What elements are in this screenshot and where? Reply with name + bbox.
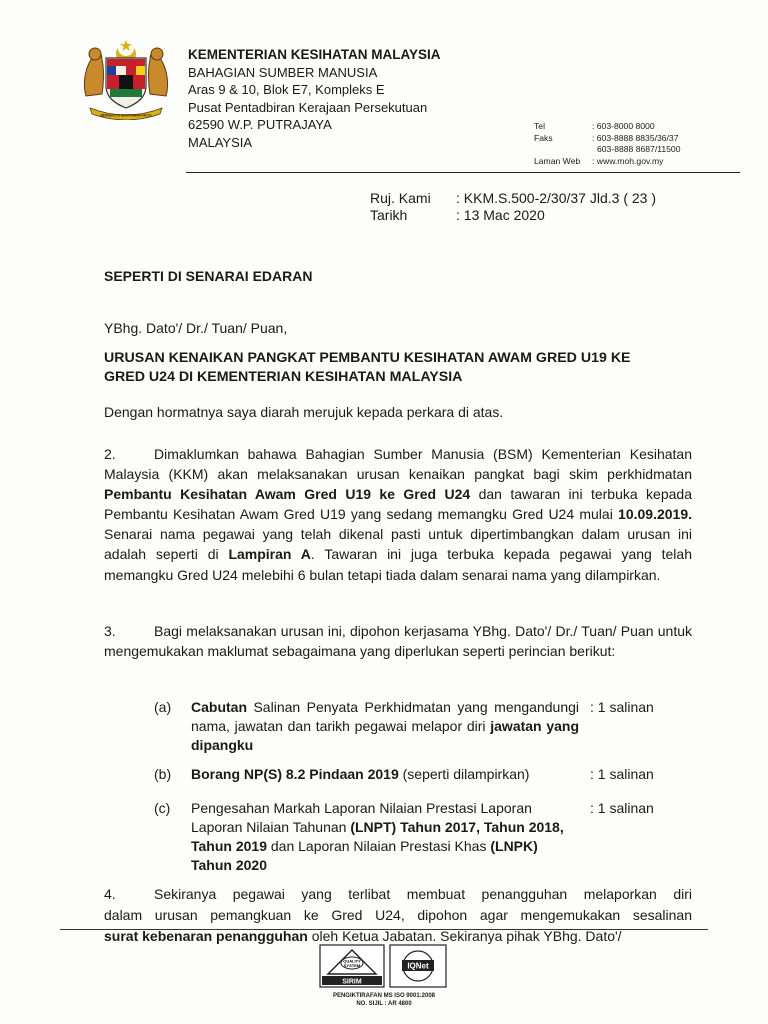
- paragraph-2: [104, 444, 692, 585]
- paragraph-number: 4.: [104, 886, 116, 902]
- reference-block: [370, 190, 656, 224]
- sirim-quality-system-logo: [320, 945, 384, 987]
- reference-label: Ruj. Kami: [370, 190, 431, 206]
- certification-logos: [318, 944, 450, 988]
- contact-label: [534, 144, 592, 156]
- opening-line: Dengan hormatnya saya diarah merujuk kepada perkara di atas.: [104, 404, 504, 420]
- letter-date: : 13 Mac 2020: [456, 207, 545, 223]
- paragraph-line: dalam urusan pemangkuan ke Gred U24, dipohon agar mengemukakan sesalinan: [104, 907, 692, 923]
- item-text-part: Salinan Penyata Perkhidmatan yang mengandungi nama, jawatan dan tarikh pegawai melapor diri: [191, 699, 579, 734]
- reference-number: : KKM.S.500-2/30/37 Jld.3 ( 23 ): [456, 190, 656, 206]
- certification-text: [300, 992, 468, 1008]
- item-text-part: dan Laporan Nilaian Prestasi Khas: [267, 838, 491, 854]
- item-text: [191, 698, 579, 755]
- item-copies: : 1 salinan: [590, 766, 654, 782]
- item-text-part: (seperti dilampirkan): [398, 766, 530, 782]
- cert-line: PENGIKTIRAFAN MS ISO 9001:2008: [332, 993, 436, 999]
- list-item-c: [0, 799, 768, 879]
- paragraph-text: oleh Ketua Jabatan. Sekiranya pihak YBhg. Dato'/: [307, 928, 622, 944]
- letterhead-address: [188, 46, 441, 152]
- date-label: Tarikh: [370, 207, 408, 223]
- contact-row-tel: [534, 121, 709, 133]
- item-text: [191, 799, 581, 875]
- address-line: 62590 W.P. PUTRAJAYA: [188, 117, 332, 133]
- paragraph-bold-text: surat kebenaran penangguhan: [104, 928, 308, 944]
- paragraph-line: [104, 884, 692, 905]
- ministry-name: KEMENTERIAN KESIHATAN MALAYSIA: [188, 47, 441, 62]
- address-line: MALAYSIA: [188, 134, 253, 150]
- paragraph-number: 2.: [104, 446, 116, 462]
- item-bold-text: Cabutan: [191, 699, 247, 715]
- item-bold-text: Borang NP(S) 8.2 Pindaan 2019: [191, 766, 399, 782]
- paragraph-text: Sekiranya pegawai yang terlibat membuat penangguhan melaporkan diri: [154, 886, 692, 902]
- list-item-b: [0, 765, 768, 785]
- contact-label: Laman Web: [534, 155, 581, 166]
- paragraph-3: [104, 621, 692, 661]
- contact-row-fax: [534, 133, 709, 145]
- iqnet-logo: [390, 945, 446, 987]
- logo-text: QUALITY: [343, 958, 361, 964]
- contact-label: Faks: [534, 132, 553, 143]
- item-copies: : 1 salinan: [590, 800, 654, 816]
- paragraph-text: Senarai nama pegawai yang telah dikenal pasti untuk dipertimbangkan dalam urusan ini adalah seperti di: [104, 526, 692, 563]
- item-label: (b): [154, 766, 172, 782]
- footer-divider: [60, 929, 708, 930]
- paragraph-text: dan tawaran ini terbuka kepada Pembantu Kesihatan Awam Gred U19 yang sedang memangku Gred U24 mulai: [104, 486, 692, 523]
- list-item-a: [0, 698, 768, 758]
- logo-text: SIRIM: [342, 978, 362, 986]
- contact-label: Tel: [534, 121, 545, 131]
- contact-value: 603-8888 8687/11500: [597, 144, 681, 155]
- item-label: (c): [154, 800, 171, 816]
- paragraph-text: . Tawaran ini juga terbuka kepada pegawai yang telah memangku Gred U24 melebihi 6 bulan tetapi tiada dalam senarai nama yang dilampirkan.: [104, 546, 692, 583]
- salutation: YBhg. Dato'/ Dr./ Tuan/ Puan,: [104, 320, 288, 336]
- item-bold-text: (LNPK) Tahun 2020: [191, 838, 538, 873]
- paragraph-text: Bagi melaksanakan urusan ini, dipohon kerjasama YBhg. Dato'/ Dr./ Tuan/ Puan untuk mengemukakan maklumat sebagaimana yang diperlukan seperti perincian berikut:: [104, 623, 692, 660]
- contact-details: [534, 121, 709, 167]
- malaysia-coat-of-arms-logo: [80, 38, 172, 120]
- item-copies: : 1 salinan: [590, 699, 654, 715]
- contact-value: : www.moh.gov.my: [592, 155, 664, 166]
- subject-line: URUSAN KENAIKAN PANGKAT PEMBANTU KESIHATAN AWAM GRED U19 KE: [104, 350, 631, 366]
- item-bold-text: (LNPT) Tahun 2017, Tahun 2018, Tahun 2019: [191, 819, 564, 854]
- paragraph-4: [104, 884, 692, 947]
- recipient-line: SEPERTI DI SENARAI EDARAN: [104, 268, 313, 284]
- crest-motto: BERSEKUTU BERTAMBAH MUTU: [100, 113, 152, 118]
- cert-number: NO. SIJIL : AR 4800: [356, 1001, 412, 1007]
- logo-text: IQNet: [407, 961, 429, 971]
- contact-row-fax-2: [534, 144, 709, 156]
- contact-row-web: [534, 156, 709, 168]
- address-line: Pusat Pentadbiran Kerajaan Persekutuan: [188, 99, 428, 115]
- header-divider: [186, 172, 740, 173]
- paragraph-bold-text: Pembantu Kesihatan Awam Gred U19 ke Gred U24: [104, 486, 471, 503]
- item-text-part: Pengesahan Markah Laporan Nilaian Prestasi Laporan Laporan Nilaian Tahunan: [191, 800, 532, 835]
- reference-row: [370, 190, 656, 207]
- item-bold-text: jawatan yang dipangku: [191, 718, 580, 753]
- paragraph-bold-text: 10.09.2019.: [618, 506, 692, 523]
- address-line: Aras 9 & 10, Blok E7, Kompleks E: [188, 82, 385, 98]
- contact-value: : 603-8000 8000: [592, 121, 655, 131]
- paragraph-bold-text: Lampiran A: [228, 546, 311, 563]
- item-label: (a): [154, 699, 172, 715]
- date-row: [370, 207, 656, 224]
- address-line: BAHAGIAN SUMBER MANUSIA: [188, 64, 378, 80]
- paragraph-number: 3.: [104, 623, 116, 639]
- logo-text: SYSTEM: [343, 963, 361, 968]
- paragraph-text: Dimaklumkan bahawa Bahagian Sumber Manusia (BSM) Kementerian Kesihatan Malaysia (KKM) akan melaksanakan urusan kenaikan pangkat bagi skim perkhidmatan: [104, 446, 692, 483]
- subject-line: GRED U24 DI KEMENTERIAN KESIHATAN MALAYSIA: [104, 369, 463, 385]
- item-text: [191, 765, 591, 784]
- letter-subject: [104, 349, 631, 387]
- contact-value: : 603-8888 8835/36/37: [592, 132, 679, 143]
